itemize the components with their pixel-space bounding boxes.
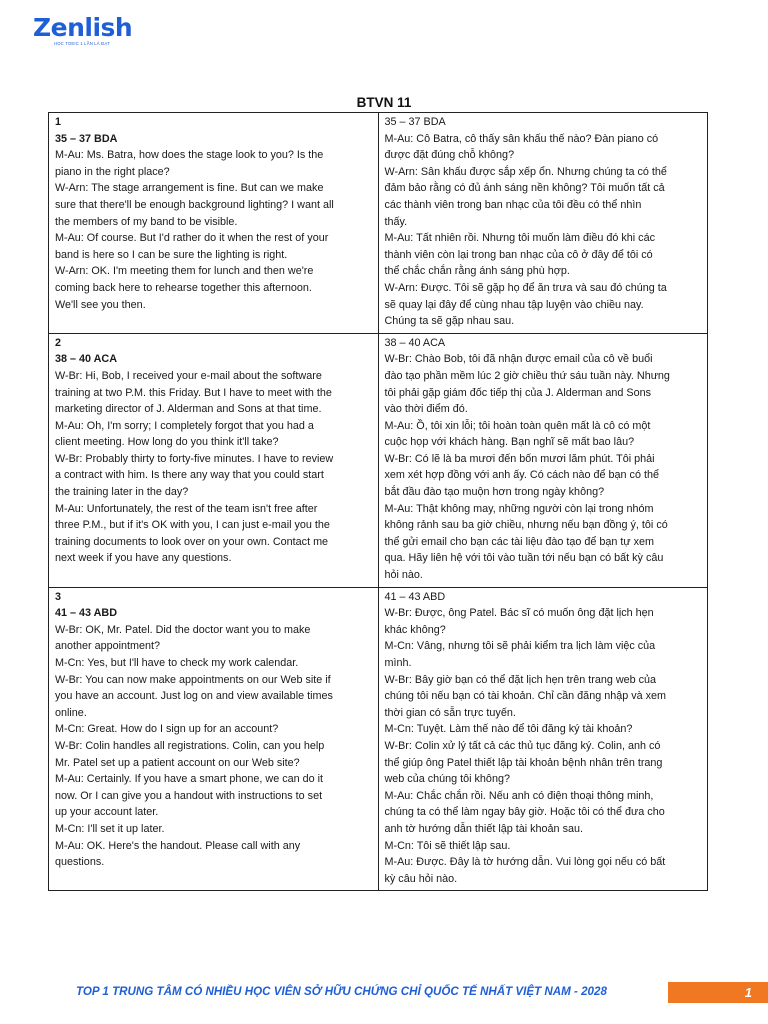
question-group-number: 1 <box>55 116 62 128</box>
translation-line: M-Au: Tất nhiên rồi. Nhưng tôi muốn làm điều đó khi các <box>384 232 655 245</box>
transcript-line: the members of my band to be visible. <box>55 215 238 228</box>
transcript-line: W-Br: You can now make appointments on our Web site if <box>55 673 331 686</box>
transcript-line: W-Br: Probably thirty to forty-five minutes. I have to review <box>55 452 334 465</box>
english-transcript-cell <box>49 333 379 587</box>
translation-line: web của chúng tôi không? <box>384 773 510 786</box>
translation-line: M-Cn: Tuyệt. Làm thế nào để tôi đăng ký tài khoản? <box>384 723 633 736</box>
dialogue-table-body <box>49 113 708 891</box>
translation-line: khác không? <box>384 623 446 636</box>
dialogue-row <box>49 587 708 891</box>
translation-line: đảm bảo rằng có đủ ánh sáng nền không? Tôi muốn tất cả <box>384 182 665 195</box>
transcript-line: W-Br: Hi, Bob, I received your e-mail about the software <box>55 369 322 382</box>
footer-slogan: TOP 1 TRUNG TÂM CÓ NHIỀU HỌC VIÊN SỞ HỮU CHỨNG CHỈ QUỐC TẾ NHẤT VIỆT NAM - 2028 <box>76 985 607 998</box>
question-group-number: 3 <box>55 590 62 603</box>
translation-line: Chúng ta sẽ gặp nhau sau. <box>384 315 515 328</box>
transcript-line: up your account later. <box>55 806 159 819</box>
translation-line: xem xét hợp đồng với anh ấy. Có cách nào để bạn có thể <box>384 469 659 482</box>
transcript-line: Mr. Patel set up a patient account on our Web site? <box>55 756 300 769</box>
transcript-line: training at two P.M. this Friday. But I have to meet with the <box>55 386 332 399</box>
transcript-line: M-Au: OK. Here's the handout. Please call with any <box>55 839 301 852</box>
translation-line: thể chắc chắn rằng ánh sáng phù hợp. <box>384 265 570 278</box>
dialogue-row <box>49 333 708 587</box>
translation-line: sẽ quay lại đây để cùng nhau tập luyện vào chiều nay. <box>384 298 644 311</box>
zenlish-logo <box>33 14 143 54</box>
vietnamese-translation-cell <box>378 113 708 334</box>
answer-range: 38 – 40 ACA <box>384 336 446 349</box>
transcript-line: the training later in the day? <box>55 486 189 499</box>
transcript-line: sure that there'll be enough background lighting? I want all <box>55 198 334 211</box>
logo-tagline: HỌC TOEIC 1 LẦN LÀ ĐẠT <box>54 41 111 46</box>
answer-range: 41 – 43 ABD <box>384 590 446 603</box>
transcript-line: online. <box>55 706 87 719</box>
translation-line: không rảnh sau ba giờ chiều, nhưng nếu bạn đồng ý, tôi có <box>384 519 668 532</box>
translation-line: cuộc họp với khách hàng. Bạn nghĩ sẽ mất bao lâu? <box>384 436 635 449</box>
translation-line: bắt đầu đào tạo muộn hơn trong ngày không? <box>384 486 605 499</box>
answer-range: 35 – 37 BDA <box>384 116 446 128</box>
translation-line: chúng ta có thể làm ngay bây giờ. Hoặc tôi có thể đưa cho <box>384 806 665 819</box>
translation-line: thời gian có sẵn trực tuyến. <box>384 706 516 719</box>
translation-line: W-Br: Có lẽ là ba mươi đến bốn mươi lăm phút. Tôi phải <box>384 452 655 465</box>
transcript-line: coming back here to rehearse together this afternoon. <box>55 281 312 294</box>
answer-range: 38 – 40 ACA <box>55 353 118 366</box>
translation-line: anh tờ hướng dẫn thiết lập tài khoản sau. <box>384 822 583 835</box>
transcript-line: M-Au: Of course. But I'd rather do it when the rest of your <box>55 232 329 245</box>
transcript-line: questions. <box>55 856 105 869</box>
transcript-line: you have an account. Just log on and view available times <box>55 690 333 703</box>
translation-line: tôi phải gặp giám đốc tiếp thị của J. Alderman and Sons <box>384 386 651 399</box>
transcript-line: training documents to look over on your own. Contact me <box>55 535 329 548</box>
translation-line: đào tạo phần mềm lúc 2 giờ chiều thứ sáu tuần này. Nhưng <box>384 369 670 382</box>
transcript-line: another appointment? <box>55 640 161 653</box>
transcript-line: W-Br: OK, Mr. Patel. Did the doctor want you to make <box>55 623 311 636</box>
transcript-line: W-Br: Colin handles all registrations. Colin, can you help <box>55 739 325 752</box>
transcript-line: We'll see you then. <box>55 298 146 311</box>
dialogue-row <box>49 113 708 334</box>
translation-line: W-Br: Chào Bob, tôi đã nhận được email của cô về buổi <box>384 353 653 366</box>
transcript-line: M-Cn: Yes, but I'll have to check my work calendar. <box>55 657 299 669</box>
translation-line: thể giúp ông Patel thiết lập tài khoản bệnh nhân trên trang <box>384 756 663 769</box>
translation-line: M-Au: Ồ, tôi xin lỗi; tôi hoàn toàn quên mất là cô có một <box>384 419 651 432</box>
translation-line: M-Au: Cô Batra, cô thấy sân khấu thế nào? Đàn piano có <box>384 132 659 145</box>
document-title: BTVN 11 <box>356 95 412 110</box>
transcript-line: M-Cn: I'll set it up later. <box>55 822 165 835</box>
transcript-line: M-Au: Ms. Batra, how does the stage look to you? Is the <box>55 149 324 162</box>
transcript-line: M-Au: Certainly. If you have a smart phone, we can do it <box>55 773 324 786</box>
translation-line: thể gửi email cho bạn các tài liệu đào tạo để bạn tự xem <box>384 535 655 548</box>
translation-line: vào thời điểm đó. <box>384 403 468 416</box>
english-transcript-cell <box>49 113 379 334</box>
translation-line: thành viên còn lại trong ban nhạc của cô ở đây để tôi có <box>384 248 653 261</box>
translation-line: W-Br: Bây giờ bạn có thể đặt lịch hẹn trên trang web của <box>384 673 657 686</box>
translation-line: W-Arn: Được. Tôi sẽ gặp họ để ăn trưa và sau đó chúng ta <box>384 281 667 294</box>
translation-line: M-Au: Chắc chắn rồi. Nếu anh có điện thoại thông minh, <box>384 789 654 802</box>
translation-line: M-Cn: Vâng, nhưng tôi sẽ phải kiểm tra lịch làm việc của <box>384 640 656 653</box>
answer-range: 41 – 43 ABD <box>55 607 118 620</box>
transcript-line: band is here so I can be sure the lighting is right. <box>55 248 288 261</box>
transcript-line: next week if you have any questions. <box>55 552 232 565</box>
transcript-line: W-Arn: The stage arrangement is fine. But can we make <box>55 182 324 195</box>
transcript-line: now. Or I can give you a handout with instructions to set <box>55 789 323 802</box>
vietnamese-translation-cell <box>378 587 708 891</box>
translation-line: hỏi nào. <box>384 569 423 582</box>
page-number: 1 <box>668 982 768 1003</box>
english-transcript-cell <box>49 587 379 891</box>
answer-range: 35 – 37 BDA <box>55 132 118 145</box>
translation-line: mình. <box>384 657 412 669</box>
translation-line: W-Arn: Sân khấu được sắp xếp ổn. Nhưng chúng ta có thể <box>384 165 667 178</box>
transcript-line: M-Au: Unfortunately, the rest of the team isn't free after <box>55 502 318 515</box>
transcript-line: W-Arn: OK. I'm meeting them for lunch and then we're <box>55 265 314 278</box>
transcript-line: client meeting. How long do you think it'll take? <box>55 436 279 449</box>
translation-line: W-Br: Colin xử lý tất cả các thủ tục đăng ký. Colin, anh có <box>384 739 661 752</box>
translation-line: W-Br: Được, ông Patel. Bác sĩ có muốn ông đặt lịch hẹn <box>384 607 654 620</box>
translation-line: M-Cn: Tôi sẽ thiết lập sau. <box>384 839 511 852</box>
transcript-line: M-Au: Oh, I'm sorry; I completely forgot that you had a <box>55 419 314 432</box>
translation-line: được đặt đúng chỗ không? <box>384 149 515 162</box>
transcript-line: marketing director of J. Alderman and Sons at that time. <box>55 403 322 416</box>
transcript-line: M-Cn: Great. How do I sign up for an account? <box>55 723 279 736</box>
question-group-number: 2 <box>55 336 62 349</box>
vietnamese-translation-cell <box>378 333 708 587</box>
transcript-line: piano in the right place? <box>55 165 170 178</box>
transcript-line: a contract with him. Is there any way that you could start <box>55 469 324 482</box>
translation-line: qua. Hãy liên hệ với tôi vào tuần tới nếu bạn có bất kỳ câu <box>384 552 664 565</box>
translation-line: các thành viên trong ban nhạc của tôi đều có thể nhìn <box>384 198 642 211</box>
dialogue-table <box>48 112 708 891</box>
translation-line: kỳ câu hỏi nào. <box>384 872 458 885</box>
logo-wordmark: Zenlish <box>33 13 133 42</box>
translation-line: M-Au: Thật không may, những người còn lại trong nhóm <box>384 502 654 515</box>
translation-line: thấy. <box>384 215 408 228</box>
transcript-line: three P.M., but if it's OK with you, I can just e-mail you the <box>55 519 330 532</box>
translation-line: chúng tôi nếu bạn có tài khoản. Chỉ cần đăng nhập và xem <box>384 690 667 703</box>
translation-line: M-Au: Được. Đây là tờ hướng dẫn. Vui lòng gọi nếu có bất <box>384 856 666 869</box>
